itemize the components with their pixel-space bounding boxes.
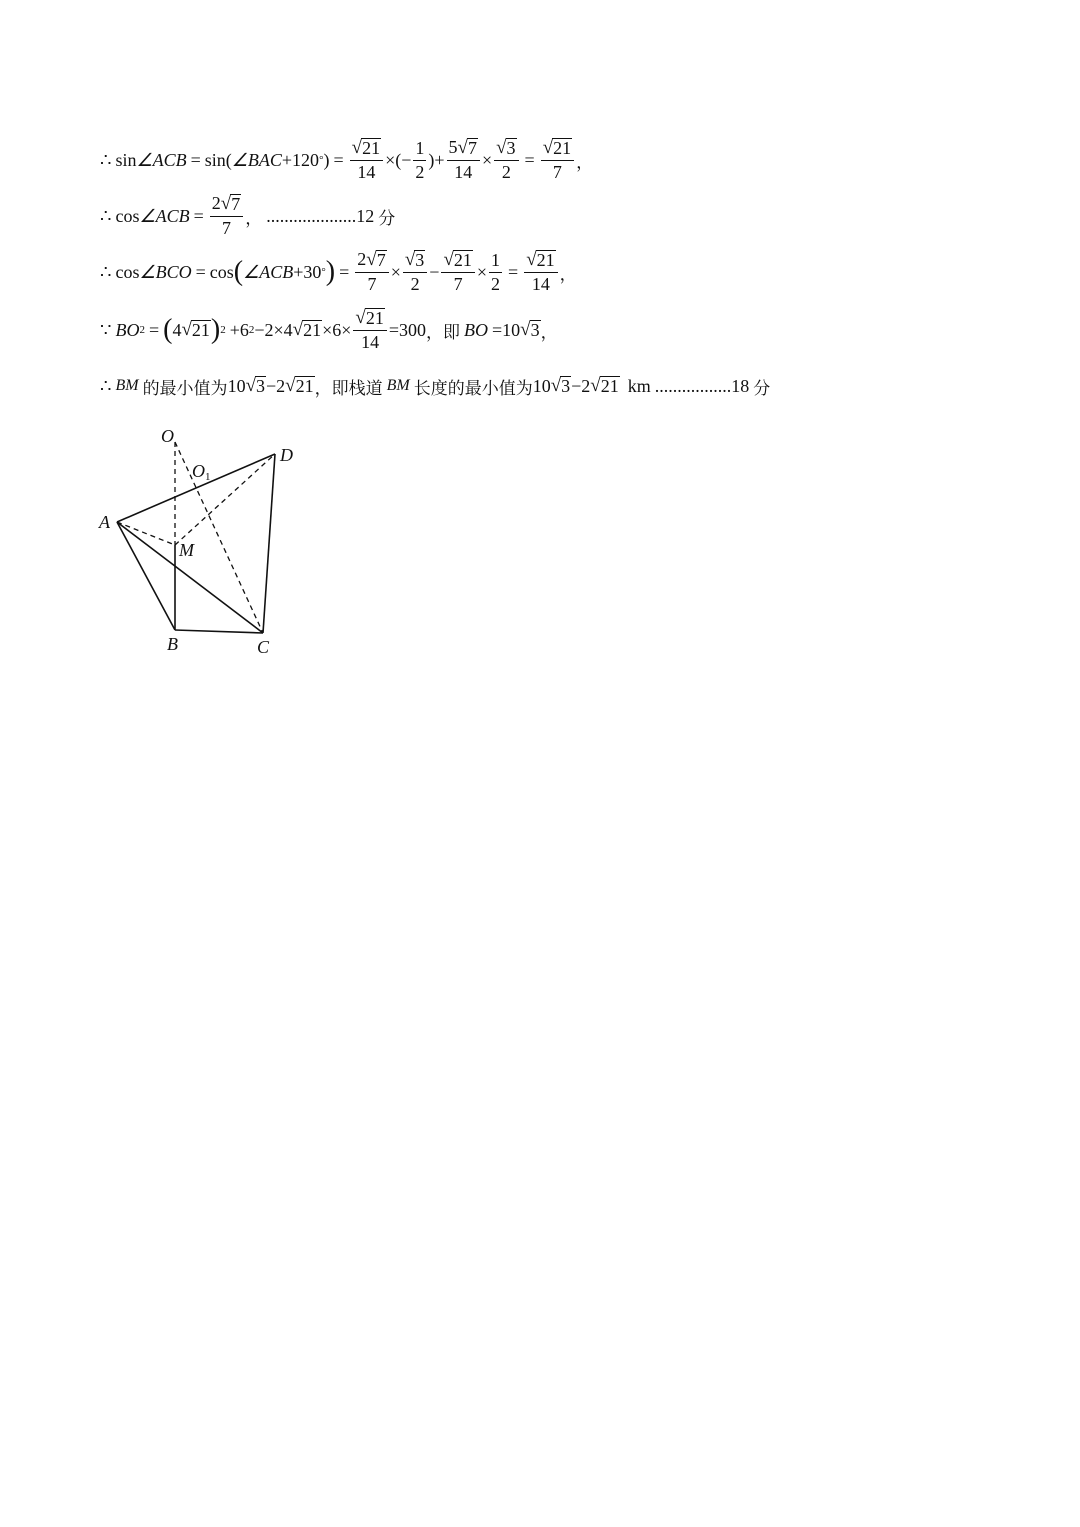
fraction: √ 21 7 bbox=[541, 138, 574, 182]
radicand: 21 bbox=[365, 308, 384, 329]
numerator: 1 bbox=[489, 251, 502, 273]
fraction bbox=[489, 251, 502, 294]
radicand: 3 bbox=[506, 138, 516, 159]
edge-bc bbox=[175, 630, 263, 633]
label-m: M bbox=[179, 540, 194, 560]
edge-dc bbox=[263, 454, 275, 633]
cos-func: cos bbox=[115, 261, 140, 282]
denominator: 2 bbox=[410, 274, 420, 294]
solution-line-5: ∴ BM 的最小值为 10 √ 3 −2 √ 21 ，即栈道 BM 长度的最小值为 10 √ 3 −2 √ 21 km .................18 分 bbox=[100, 375, 771, 399]
angle-acb: ∠ACB bbox=[243, 261, 294, 282]
coefficient: 4 bbox=[172, 319, 182, 340]
big-paren-open: ( bbox=[163, 314, 173, 345]
denominator: 2 bbox=[415, 161, 425, 182]
equals: = bbox=[333, 149, 344, 170]
radicand: 21 bbox=[600, 376, 619, 397]
value: 10 bbox=[532, 375, 551, 396]
label-b: B bbox=[167, 634, 178, 654]
angle-bac: ∠BAC bbox=[231, 149, 282, 170]
value: −2 bbox=[266, 375, 286, 396]
fraction: √ 3 2 bbox=[403, 250, 427, 294]
dashed-am bbox=[117, 522, 175, 545]
ji-text: ，即 bbox=[426, 322, 461, 343]
dashed-oc bbox=[175, 442, 263, 633]
ji-zhandao-text: ，即栈道 bbox=[314, 378, 383, 399]
label-d: D bbox=[280, 445, 293, 465]
value: −2 bbox=[571, 375, 591, 396]
sin-func: sin bbox=[115, 149, 137, 170]
degree: ° bbox=[319, 154, 324, 166]
big-paren-close: ) bbox=[210, 314, 221, 345]
comma: ， bbox=[559, 264, 577, 285]
equals: = bbox=[524, 149, 535, 170]
segment-bo: BO bbox=[464, 319, 489, 340]
length-min-text: 长度的最小值为 bbox=[413, 378, 533, 399]
denominator: 14 bbox=[531, 274, 550, 294]
radicand: 21 bbox=[553, 138, 572, 159]
radicand: 7 bbox=[231, 194, 241, 215]
equals-10: =10 bbox=[492, 319, 521, 340]
equals: = bbox=[339, 261, 350, 282]
fraction: √ 21 14 bbox=[524, 250, 557, 294]
therefore-symbol: ∴ bbox=[100, 149, 112, 170]
therefore-symbol: ∴ bbox=[100, 205, 112, 226]
coefficient: 2 bbox=[211, 193, 221, 214]
equals: = bbox=[190, 149, 201, 170]
radicand: 21 bbox=[191, 320, 210, 341]
cos-func: cos bbox=[115, 205, 140, 226]
plus-6: +6 bbox=[229, 319, 249, 340]
sin-open: sin( bbox=[204, 149, 232, 170]
plus-120: +120 bbox=[281, 149, 320, 170]
score-unit: 分 bbox=[753, 378, 771, 399]
fraction: √ 3 2 bbox=[494, 138, 518, 182]
equals: = bbox=[193, 205, 204, 226]
exponent: 2 bbox=[248, 324, 255, 336]
coefficient: 2 bbox=[357, 249, 367, 270]
comma: ， bbox=[540, 322, 558, 343]
fraction: 5 √ 7 14 bbox=[447, 138, 480, 182]
denominator: 7 bbox=[453, 274, 463, 294]
equals: = bbox=[195, 261, 206, 282]
solution-line-4: ∵ BO 2 = ( 4 √ 21 ) 2 +6 2 −2×4 √ 21 ×6× √ 21 14 =300 ，即 BO =10 √ 3 ， bbox=[100, 307, 558, 352]
denominator: 2 bbox=[501, 162, 511, 182]
therefore-symbol: ∴ bbox=[100, 375, 112, 396]
min-value-text: 的最小值为 bbox=[142, 378, 228, 399]
fraction: 2 √ 7 7 bbox=[210, 194, 243, 238]
denominator: 7 bbox=[552, 162, 562, 182]
times: × bbox=[390, 261, 401, 282]
label-o1: O bbox=[192, 461, 205, 481]
radicand: 21 bbox=[362, 138, 381, 159]
edge-ab bbox=[117, 522, 175, 630]
segment-bm: BM bbox=[115, 377, 139, 394]
big-paren-close: ) bbox=[325, 256, 336, 287]
degree: ° bbox=[321, 266, 326, 278]
angle-acb: ∠ACB bbox=[139, 205, 190, 226]
exponent: 2 bbox=[139, 324, 145, 336]
equals: = bbox=[148, 319, 160, 340]
denominator: 14 bbox=[454, 162, 473, 182]
radicand: 3 bbox=[415, 250, 425, 271]
exponent: 2 bbox=[220, 324, 226, 336]
fraction: √ 21 7 bbox=[441, 250, 474, 294]
therefore-symbol: ∴ bbox=[100, 261, 112, 282]
numerator: 1 bbox=[413, 139, 426, 161]
radicand: 3 bbox=[530, 320, 540, 341]
comma: ， bbox=[576, 152, 594, 173]
unit-km: km bbox=[627, 375, 651, 396]
radicand: 7 bbox=[376, 250, 386, 271]
score-unit: 分 bbox=[378, 208, 396, 229]
radicand: 3 bbox=[256, 376, 265, 397]
because-symbol: ∵ bbox=[100, 319, 112, 340]
coefficient: 5 bbox=[448, 137, 458, 158]
close-paren: ) bbox=[323, 149, 330, 170]
solution-line-1 bbox=[100, 132, 593, 188]
solution-line-3 bbox=[100, 244, 577, 300]
times-6: ×6× bbox=[322, 319, 352, 340]
equals-300: =300 bbox=[388, 319, 427, 340]
radicand: 7 bbox=[467, 138, 477, 159]
radicand: 21 bbox=[536, 250, 555, 271]
minus-2x4: −2×4 bbox=[254, 319, 293, 340]
edge-ac bbox=[117, 522, 263, 633]
segment-bm: BM bbox=[386, 377, 410, 394]
denominator: 7 bbox=[221, 218, 231, 238]
label-c: C bbox=[257, 637, 270, 657]
fraction: 2 √ 7 7 bbox=[355, 250, 388, 294]
denominator: 14 bbox=[357, 162, 376, 182]
plus-30: +30 bbox=[293, 261, 322, 282]
segment-bo: BO bbox=[115, 319, 140, 340]
solution-line-2 bbox=[100, 188, 395, 244]
label-a: A bbox=[99, 512, 110, 532]
denominator: 2 bbox=[491, 273, 501, 294]
radicand: 21 bbox=[303, 320, 322, 341]
cos-func: cos bbox=[209, 261, 234, 282]
label-o1-sub: 1 bbox=[205, 471, 211, 483]
big-paren-open: ( bbox=[233, 256, 244, 287]
angle-bco: ∠BCO bbox=[139, 261, 192, 282]
fraction: √ 21 14 bbox=[353, 308, 386, 352]
denominator: 14 bbox=[361, 332, 380, 352]
close-plus: )+ bbox=[428, 149, 445, 170]
angle-acb: ∠ACB bbox=[136, 149, 187, 170]
times: × bbox=[481, 149, 493, 170]
label-o: O bbox=[161, 426, 174, 446]
dashed-md bbox=[175, 454, 275, 545]
score-dots: ....................12 bbox=[266, 205, 375, 226]
fraction bbox=[413, 139, 426, 182]
value: 10 bbox=[227, 375, 246, 396]
geometry-figure bbox=[95, 420, 325, 665]
fraction: √ 21 14 bbox=[350, 138, 383, 182]
minus: − bbox=[429, 261, 440, 282]
equals: = bbox=[508, 261, 519, 282]
radicand: 21 bbox=[295, 376, 314, 397]
comma: ， bbox=[245, 208, 263, 229]
denominator: 7 bbox=[367, 274, 377, 294]
score-dots: .................18 bbox=[654, 375, 750, 396]
radicand: 21 bbox=[453, 250, 472, 271]
radicand: 3 bbox=[561, 376, 571, 397]
times-neg: ×(− bbox=[385, 149, 412, 170]
times: × bbox=[476, 261, 488, 282]
